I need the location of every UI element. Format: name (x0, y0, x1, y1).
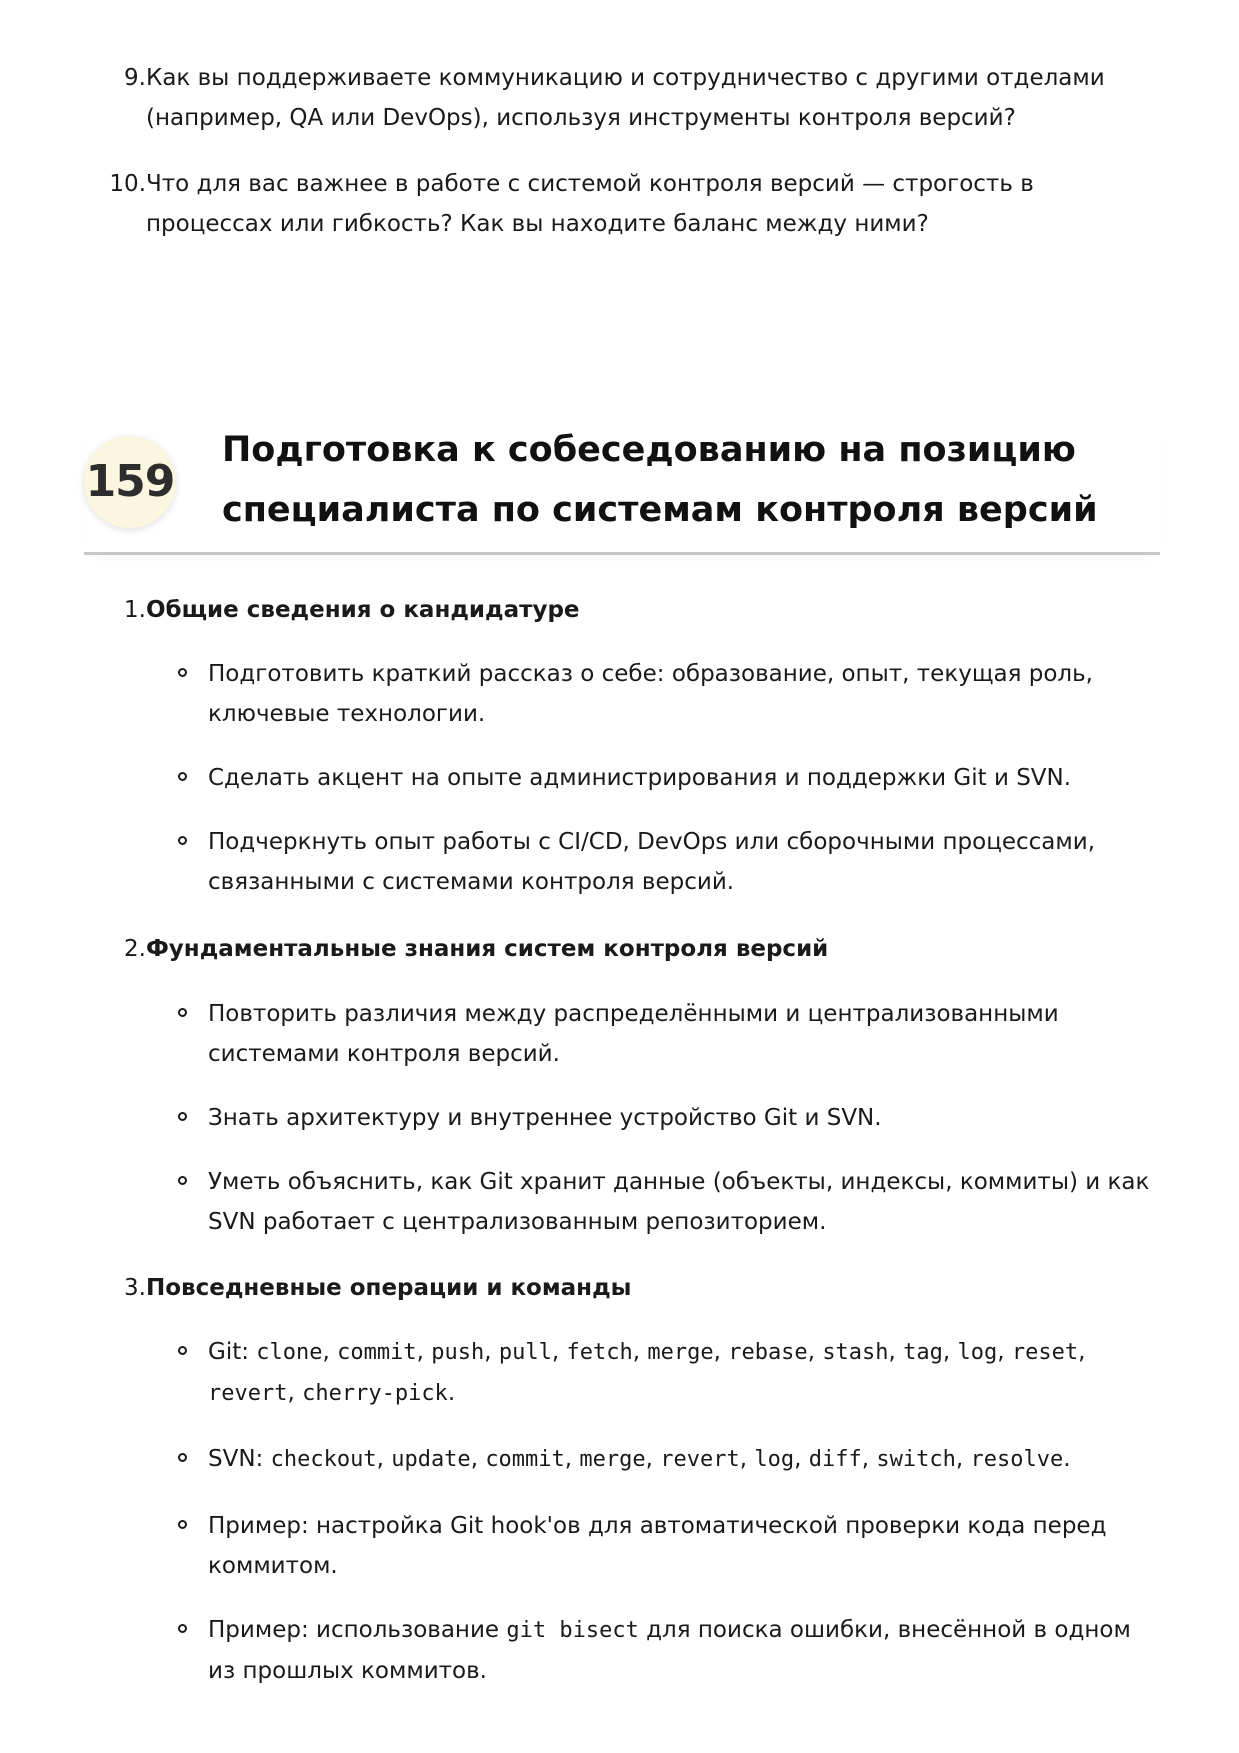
group-title: Фундаментальные знания систем контроля версий (146, 936, 829, 962)
section-title (222, 420, 1142, 540)
bullet-circle-icon (178, 1520, 187, 1529)
section-title-line1: Подготовка к собеседованию на позицию (222, 430, 1076, 470)
inline-code-command: cherry-pick (302, 1381, 448, 1406)
bullet-circle-icon (178, 1624, 187, 1633)
bullet-text: Знать архитектуру и внутреннее устройство Git и SVN. (208, 1105, 882, 1131)
bullet-text (208, 1439, 1158, 1480)
group-number: 2. (124, 936, 146, 962)
bullet-text (208, 1332, 1158, 1414)
bullet-text: Уметь объяснить, как Git хранит данные (объекты, индексы, коммиты) и как SVN работает с централизованным репозиторием. (208, 1169, 1150, 1235)
bullet-circle-icon (178, 1346, 187, 1355)
inline-code-command: pull (498, 1340, 552, 1365)
inline-code-command: stash (822, 1340, 889, 1365)
inline-code-command: clone (256, 1340, 323, 1365)
bullet-circle-icon (178, 1008, 187, 1017)
inline-code-command: reset (1011, 1340, 1079, 1365)
svn-prefix: SVN: (208, 1446, 271, 1472)
list-number: 9. (124, 65, 146, 91)
git-command-list: clone, commit, push, pull, fetch, merge, rebase, stash, tag, log, reset, revert, cherry-pick. (208, 1339, 1086, 1406)
inline-code-command: commit (337, 1340, 417, 1365)
bullet-text: Подготовить краткий рассказ о себе: образование, опыт, текущая роль, ключевые технологии. (208, 661, 1093, 727)
inline-code-command: diff (808, 1447, 862, 1472)
group-title: Общие сведения о кандидатуре (146, 597, 580, 623)
bullet-circle-icon (178, 1453, 187, 1462)
inline-code-command: switch (876, 1447, 956, 1472)
inline-code-command: revert (208, 1381, 288, 1406)
inline-code-command: rebase (728, 1340, 808, 1365)
bullet-circle-icon (178, 1176, 187, 1185)
inline-code-command: checkout (270, 1447, 377, 1472)
inline-code-command: merge (647, 1340, 714, 1365)
example-text-pre: Пример: использование (208, 1617, 507, 1643)
bullet-circle-icon (178, 772, 187, 781)
section-title-line2: специалиста по системам контроля версий (222, 490, 1098, 530)
inline-code-command: fetch (566, 1340, 633, 1365)
example-text-post: для поиска ошибки, внесённой в одном из прошлых коммитов. (208, 1617, 1131, 1684)
inline-code-command: update (391, 1447, 471, 1472)
bullet-circle-icon (178, 1112, 187, 1121)
group-number: 3. (124, 1275, 146, 1301)
list-number: 10. (109, 171, 146, 197)
bullet-circle-icon (178, 836, 187, 845)
inline-code-command: tag (903, 1340, 943, 1365)
bullet-text: Пример: настройка Git hook'ов для автоматической проверки кода перед коммитом. (208, 1513, 1107, 1579)
bullet-text: Повторить различия между распределёнными и централизованными системами контроля версий. (208, 1001, 1059, 1067)
group-title: Повседневные операции и команды (146, 1275, 632, 1301)
inline-code-command: push (431, 1340, 485, 1365)
bullet-circle-icon (178, 668, 187, 677)
bullet-text (208, 1610, 1158, 1691)
inline-code-command: log (957, 1340, 998, 1365)
inline-code-command: resolve (970, 1447, 1064, 1472)
section-number-badge: 159 (84, 436, 176, 528)
bullet-text: Подчеркнуть опыт работы с CI/CD, DevOps или сборочными процессами, связанными с системами контроля версий. (208, 829, 1096, 895)
inline-code-command: commit (485, 1447, 565, 1472)
inline-code: git bisect (506, 1618, 639, 1643)
group-number: 1. (124, 597, 146, 623)
git-prefix: Git: (208, 1339, 257, 1365)
list-text: Что для вас важнее в работе с системой контроля версий — строгость в процессах или гибкость? Как вы находите баланс между ними? (146, 171, 1034, 237)
inline-code-command: merge (579, 1447, 646, 1472)
svn-command-list: checkout, update, commit, merge, revert, log, diff, switch, resolve. (270, 1446, 1071, 1472)
list-text: Как вы поддерживаете коммуникацию и сотрудничество с другими отделами (например, QA или DevOps), используя инструменты контроля версий? (146, 65, 1105, 131)
bullet-text: Сделать акцент на опыте администрирования и поддержки Git и SVN. (208, 765, 1072, 791)
inline-code-command: revert (660, 1447, 740, 1472)
inline-code-command: log (754, 1447, 795, 1472)
